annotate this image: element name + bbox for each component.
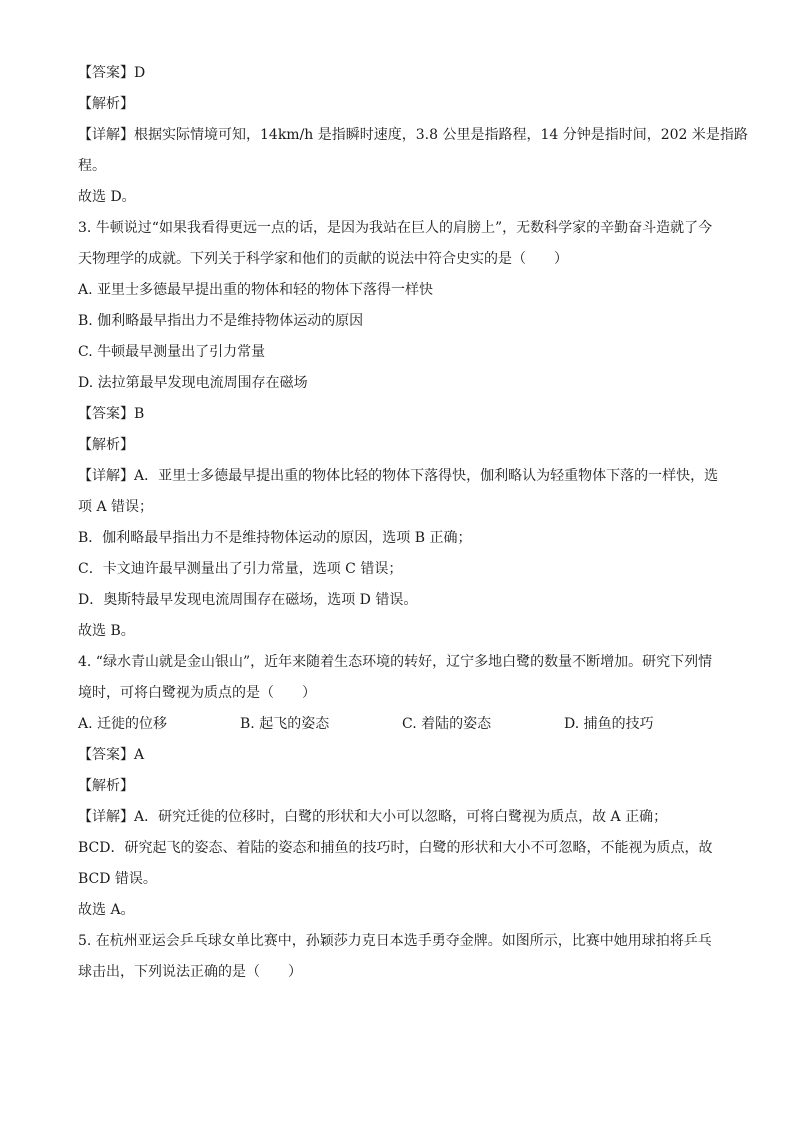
detail-q4-line2: BCD．研究起飞的姿态、着陆的姿态和捕鱼的技巧时，白鹭的形状和大小不可忽略，不能视为质点，故 xyxy=(78,840,713,856)
detail-q3-b: B．伽利略最早指出力不是维持物体运动的原因，选项 B 正确； xyxy=(78,530,472,546)
detail-q2-line1: 【详解】根据实际情境可知，14km/h 是指瞬时速度，3.8 公里是指路程，14 分钟是指时间，202 米是指路 xyxy=(78,127,748,143)
analysis-label-q2: 【解析】 xyxy=(78,96,134,112)
question-3-line2: 天物理学的成就。下列关于科学家和他们的贡献的说法中符合史实的是（ ） xyxy=(78,251,568,267)
question-5-line2: 球击出，下列说法正确的是（ ） xyxy=(78,964,302,980)
detail-q3-c: C．卡文迪许最早测量出了引力常量，选项 C 错误； xyxy=(78,561,403,577)
detail-q4-line3: BCD 错误。 xyxy=(78,871,157,887)
choose-q4: 故选 A。 xyxy=(78,902,135,918)
q4-options-row xyxy=(78,709,718,740)
question-3-line1: 3. 牛顿说过“如果我看得更远一点的话，是因为我站在巨人的肩膀上”，无数科学家的辛勤奋斗造就了今 xyxy=(78,220,713,236)
detail-q4-line1: 【详解】A．研究迁徙的位移时，白鹭的形状和大小可以忽略，可将白鹭视为质点，故 A 正确； xyxy=(78,809,668,825)
q4-option-a: A. 迁徙的位移 xyxy=(78,716,168,732)
detail-q2-line2: 程。 xyxy=(78,158,106,174)
q3-option-b: B. 伽利略最早指出力不是维持物体运动的原因 xyxy=(78,313,364,329)
choose-q3: 故选 B。 xyxy=(78,623,135,639)
q4-option-c: C. 着陆的姿态 xyxy=(402,716,492,732)
analysis-label-q3: 【解析】 xyxy=(78,437,134,453)
q3-option-a: A. 亚里士多德最早提出重的物体和轻的物体下落得一样快 xyxy=(78,282,434,298)
answer-q3: 【答案】B xyxy=(78,406,145,422)
q3-option-d: D. 法拉第最早发现电流周围存在磁场 xyxy=(78,375,308,391)
answer-q2: 【答案】D xyxy=(78,65,146,81)
question-4-line1: 4. “绿水青山就是金山银山”，近年来随着生态环境的转好，辽宁多地白鹭的数量不断增加。研究下列情 xyxy=(78,654,713,670)
q4-option-b: B. 起飞的姿态 xyxy=(240,716,330,732)
detail-q3-line2: 项 A 错误； xyxy=(78,499,154,515)
q4-option-d: D. 捕鱼的技巧 xyxy=(564,716,654,732)
detail-q3-line1: 【详解】A．亚里士多德最早提出重的物体比轻的物体下落得快，伽利略认为轻重物体下落的一样快，选 xyxy=(78,468,719,484)
answer-q4: 【答案】A xyxy=(78,747,145,763)
choose-q2: 故选 D。 xyxy=(78,189,136,205)
question-4-line2: 境时，可将白鹭视为质点的是（ ） xyxy=(78,685,316,701)
question-5-line1: 5. 在杭州亚运会乒乓球女单比赛中，孙颖莎力克日本选手勇夺金牌。如图所示，比赛中她用球拍将乒乓 xyxy=(78,933,712,949)
detail-q3-d: D．奥斯特最早发现电流周围存在磁场，选项 D 错误。 xyxy=(78,592,418,608)
document-page xyxy=(78,58,748,988)
q3-option-c: C. 牛顿最早测量出了引力常量 xyxy=(78,344,266,360)
analysis-label-q4: 【解析】 xyxy=(78,778,134,794)
